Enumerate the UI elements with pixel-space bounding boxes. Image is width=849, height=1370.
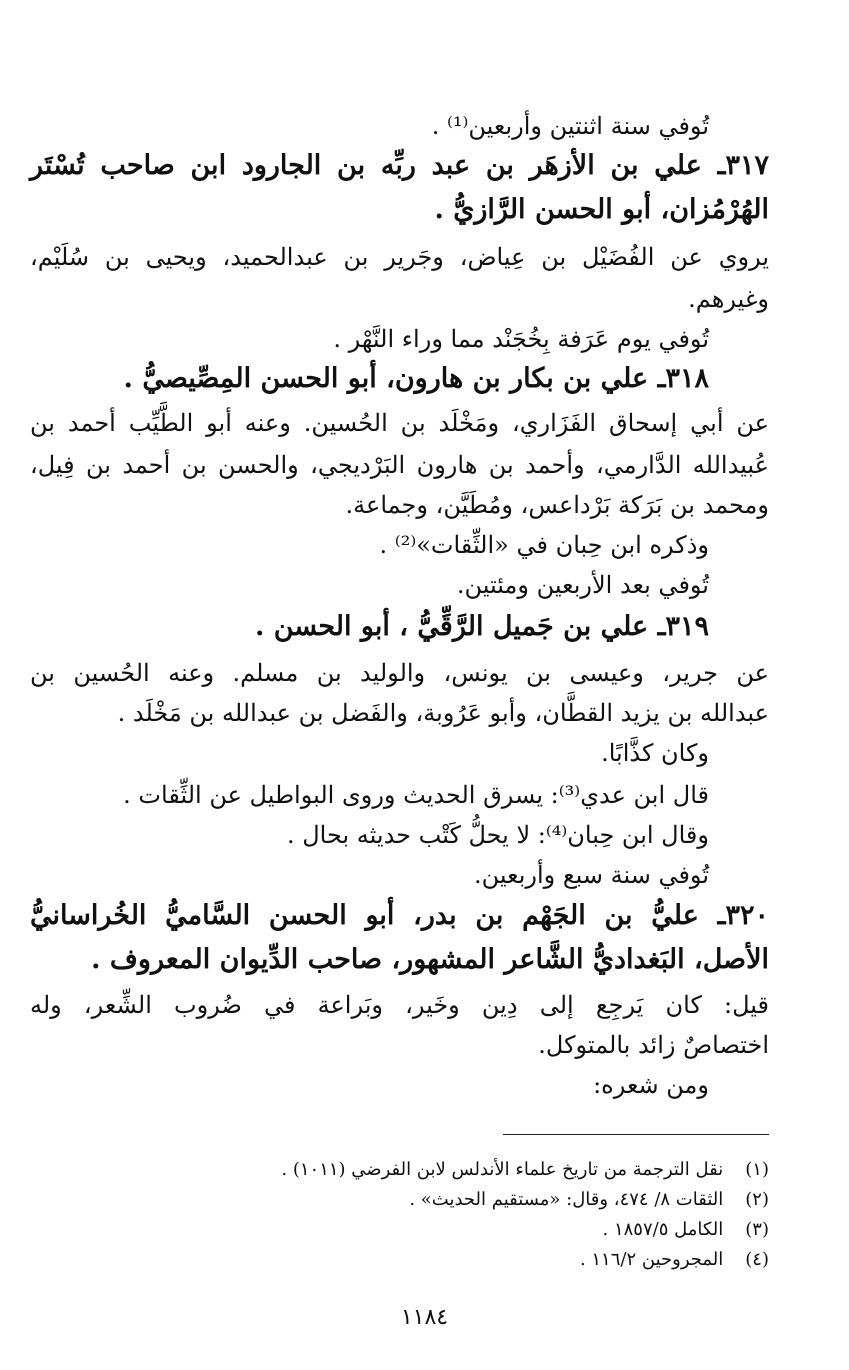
- entry-heading-317: ٣١٧ـ علي بن الأزهَر بن عبد ربِّه بن الجارود ابن صاحب تُسْتَر: [30, 150, 769, 181]
- text-line: وغيرهم.: [688, 285, 769, 313]
- footnote: [603, 1216, 770, 1244]
- text-line: ومن شعره:: [593, 1071, 709, 1099]
- text-line: عبدالله بن يزيد القطَّان، وأبو عَرُوبة، والفَضل بن عبدالله بن مَخْلَد .: [117, 699, 769, 727]
- footnote-number: (٤): [745, 1249, 769, 1270]
- footnote: [409, 1186, 769, 1214]
- text-line: اختصاصٌ زائد بالمتوكل.: [538, 1031, 769, 1059]
- text-line: ومحمد بن بَرَكة بَرْداعس، ومُطَيَّن، وجماعة.: [345, 491, 769, 519]
- text-line: وقال ابن حِبان⁽⁴⁾: لا يحلُّ كَتْب حديثه بحال .: [286, 821, 709, 849]
- footnote-number: (٢): [745, 1189, 769, 1210]
- text-line: تُوفي سنة اثنتين وأربعين⁽¹⁾ .: [431, 112, 709, 140]
- footnote-text: المجروحين ١١٦/٢ .: [579, 1249, 724, 1270]
- text-line: تُوفي بعد الأربعين ومئتين.: [456, 571, 709, 599]
- text-line: عن أبي إسحاق الفَزَاري، ومَخْلَد بن الحُسين. وعنه أبو الطَّيِّب أحمد بن: [30, 409, 769, 437]
- text-line: عن جرير، وعيسى بن يونس، والوليد بن مسلم. وعنه الحُسين بن: [30, 659, 769, 687]
- entry-heading-320: ٣٢٠ـ عليُّ بن الجَهْم بن بدر، أبو الحسن السَّاميُّ الخُراسانيُّ: [30, 900, 769, 931]
- footnote-text: نقل الترجمة من تاريخ علماء الأندلس لابن الفرضي (١٠١١) .: [281, 1159, 724, 1180]
- text-line: تُوفي سنة سبع وأربعين.: [473, 861, 709, 889]
- footnote-number: (١): [745, 1159, 769, 1180]
- footnote: [281, 1156, 769, 1184]
- text-line: قيل: كان يَرجِع إلى دِين وخَير، وبَراعة في ضُروب الشِّعر، وله: [30, 991, 769, 1019]
- text-line: وذكره ابن حِبان في «الثِّقات»⁽²⁾ .: [379, 531, 709, 559]
- entry-heading-320-cont: الأصل، البَغداديُّ الشَّاعر المشهور، صاحب الدِّيوان المعروف .: [91, 944, 769, 975]
- text-line: تُوفي يوم عَرَفة بِخُجَنْد مما وراء النَّهْر .: [333, 325, 709, 353]
- text-line: قال ابن عدي⁽³⁾: يسرق الحديث وروى البواطيل عن الثِّقات .: [123, 781, 709, 809]
- footnote-divider: [503, 1134, 769, 1135]
- footnote: [580, 1246, 769, 1274]
- text-line: يروي عن الفُضَيْل بن عِياض، وجَرير بن عبدالحميد، ويحيى بن سُلَيْم،: [30, 243, 769, 271]
- entry-heading-319: ٣١٩ـ علي بن جَميل الرَّقِّيُّ ، أبو الحسن .: [254, 611, 709, 642]
- entry-heading-318: ٣١٨ـ علي بن بكار بن هارون، أبو الحسن المِصِّيصيُّ .: [123, 363, 709, 394]
- page-number: ١١٨٤: [400, 1305, 449, 1330]
- footnote-text: الثقات ٨/ ٤٧٤، وقال: «مستقيم الحديث» .: [409, 1189, 724, 1210]
- footnote-text: الكامل ١٨٥٧/٥ .: [602, 1219, 724, 1240]
- entry-heading-317-cont: الهُرْمُزان، أبو الحسن الرَّازيُّ .: [434, 194, 769, 225]
- text-line: عُبيدالله الدَّارمي، وأحمد بن هارون البَرْديجي، والحسن بن أحمد بن فِيل،: [30, 451, 769, 479]
- footnote-number: (٣): [745, 1219, 769, 1240]
- text-line: وكان كذَّابًا.: [601, 739, 709, 767]
